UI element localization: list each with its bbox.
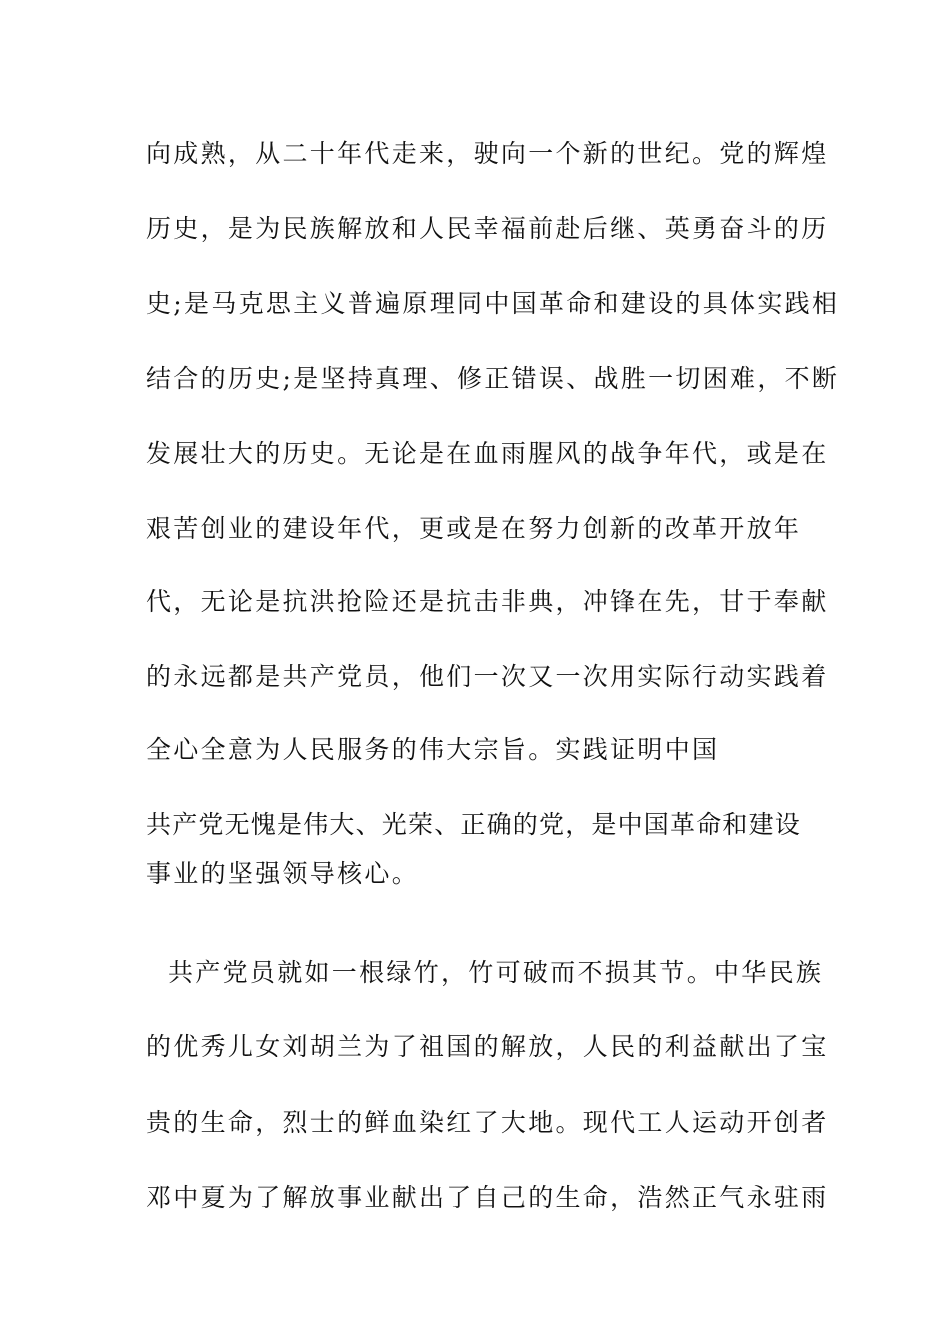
text-line: 向成熟，从二十年代走来，驶向一个新的世纪。党的辉煌	[146, 139, 829, 168]
text-line: 发展壮大的历史。无论是在血雨腥风的战争年代，或是在	[146, 439, 829, 468]
text-line: 贵的生命，烈士的鲜血染红了大地。现代工人运动开创者	[146, 1108, 829, 1137]
text-line: 全心全意为人民服务的伟大宗旨。实践证明中国	[146, 735, 720, 764]
text-line: 邓中夏为了解放事业献出了自己的生命，浩然正气永驻雨	[146, 1183, 829, 1212]
text-line: 的永远都是共产党员，他们一次又一次用实际行动实践着	[146, 662, 829, 691]
text-line: 艰苦创业的建设年代，更或是在努力创新的改革开放年	[146, 514, 802, 543]
text-line: 的优秀儿女刘胡兰为了祖国的解放，人民的利益献出了宝	[146, 1032, 829, 1061]
text-line: 共产党无愧是伟大、光荣、正确的党，是中国革命和建设	[146, 810, 802, 839]
text-line: 代，无论是抗洪抢险还是抗击非典，冲锋在先，甘于奉献	[146, 587, 829, 616]
paragraph-start-line: 共产党员就如一根绿竹，竹可破而不损其节。中华民族	[168, 958, 824, 987]
text-line: 结合的历史;是坚持真理、修正错误、战胜一切困难，不断	[146, 364, 840, 393]
text-line: 史;是马克思主义普遍原理同中国革命和建设的具体实践相	[146, 289, 840, 318]
text-line: 事业的坚强领导核心。	[146, 859, 420, 888]
text-line: 历史，是为民族解放和人民幸福前赴后继、英勇奋斗的历	[146, 214, 829, 243]
